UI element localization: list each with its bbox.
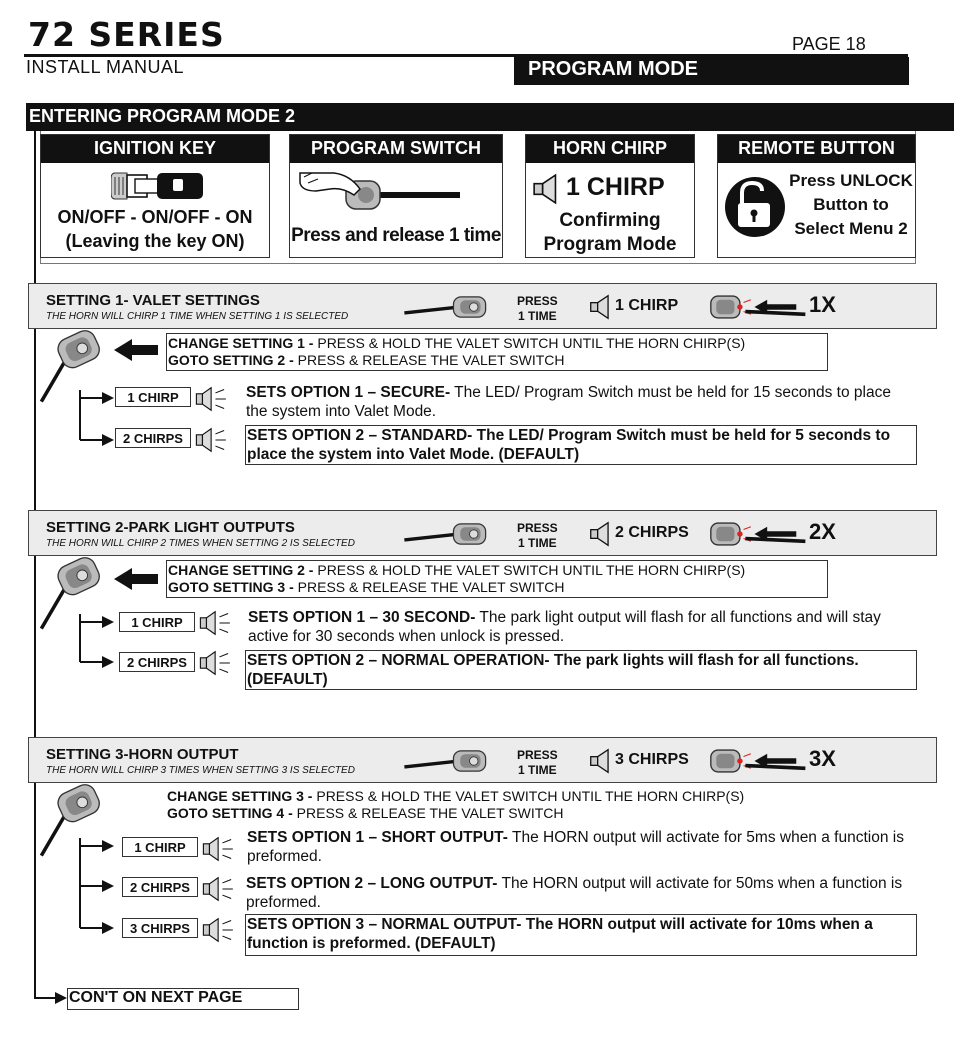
valet-switch-icon [401, 292, 511, 322]
section-title-bar: PROGRAM MODE [514, 57, 909, 85]
remote-instruction-line3: Select Menu 2 [794, 219, 908, 238]
press-count-label: 1 TIME [518, 309, 557, 323]
horn-speaker-icon [589, 746, 615, 776]
setting-1-note: THE HORN WILL CHIRP 1 TIME WHEN SETTING 1 IS SELECTED [46, 311, 349, 322]
manual-series-title: 72 SERIES [28, 15, 225, 54]
valet-switch-icon [401, 746, 511, 776]
speaker-sound-icon [201, 917, 237, 943]
setting-1-change-box [166, 333, 828, 371]
setting-2-option-2-chirps: 2 CHIRPS [119, 652, 195, 672]
setting-3-option-1-text: SETS OPTION 1 – SHORT OUTPUT- The HORN output will activate for 5ms when a function is preformed. [247, 829, 904, 865]
ignition-key-note: (Leaving the key ON) [65, 231, 245, 251]
setting-3-option-2-text: SETS OPTION 2 – LONG OUTPUT- The HORN output will activate for 50ms when a function is preformed. [246, 875, 903, 911]
valet-switch-led-icon [709, 292, 809, 322]
setting-1-option-2-text: SETS OPTION 2 – STANDARD- The LED/ Program Switch must be held for 5 seconds to place the system into Valet Mode. (DEFAULT) [245, 425, 917, 465]
setting-3-header [28, 737, 937, 783]
branch-arrows-icon [78, 390, 118, 450]
change-setting-label: CHANGE SETTING 3 - [167, 788, 317, 804]
setting-3-note: THE HORN WILL CHIRP 3 TIMES WHEN SETTING 3 IS SELECTED [46, 765, 355, 776]
remote-instruction-line1: Press UNLOCK [789, 171, 913, 190]
setting-2-option-1-text: SETS OPTION 1 – 30 SECOND- The park light output will flash for all functions and will stay active for 30 seconds when unlock is pressed. [248, 609, 881, 645]
branch-arrows-icon [78, 838, 118, 938]
setting-1-header [28, 283, 937, 329]
program-switch-card [289, 134, 503, 258]
goto-setting-label: GOTO SETTING 3 - [168, 579, 298, 595]
setting-1-chirp-count: 1 CHIRP [615, 297, 679, 314]
setting-3-chirp-count: 3 CHIRPS [615, 751, 689, 768]
setting-1-option-1-text: SETS OPTION 1 – SECURE- The LED/ Program Switch must be held for 15 seconds to place the system into Valet Mode. [246, 384, 891, 420]
hand-pressing-switch-icon [294, 167, 466, 217]
setting-2-option-2-text: SETS OPTION 2 – NORMAL OPERATION- The park lights will flash for all functions. (DEFAULT) [245, 650, 917, 690]
press-label: PRESS [517, 294, 558, 308]
change-setting-label: CHANGE SETTING 1 - [168, 335, 318, 351]
press-label: PRESS [517, 521, 558, 535]
continue-next-page-label: CON'T ON NEXT PAGE [67, 988, 299, 1010]
horn-speaker-icon [589, 519, 615, 549]
speaker-sound-icon [194, 386, 230, 412]
horn-chirp-count: 1 CHIRP [566, 173, 665, 201]
change-setting-label: CHANGE SETTING 2 - [168, 562, 318, 578]
horn-chirp-card [525, 134, 695, 258]
subsection-title-bar: ENTERING PROGRAM MODE 2 [26, 103, 954, 131]
goto-setting-instruction: PRESS & RELEASE THE VALET SWITCH [296, 805, 564, 821]
valet-switch-led-icon [709, 746, 809, 776]
change-setting-instruction: PRESS & HOLD THE VALET SWITCH UNTIL THE HORN CHIRP(S) [317, 335, 746, 351]
horn-chirp-caption-line1: Confirming [559, 210, 661, 231]
manual-subtitle: INSTALL MANUAL [26, 57, 185, 77]
remote-button-card-title: REMOTE BUTTON [718, 135, 915, 163]
speaker-sound-icon [194, 427, 230, 453]
valet-switch-icon [401, 519, 511, 549]
setting-2-option-1-chirps: 1 CHIRP [119, 612, 195, 632]
speaker-sound-icon [198, 610, 234, 636]
horn-speaker-icon [532, 169, 564, 209]
setting-3-multiplier: 3X [809, 746, 836, 771]
branch-arrows-icon [78, 614, 118, 674]
program-switch-instruction: Press and release 1 time [291, 225, 501, 246]
press-label: PRESS [517, 748, 558, 762]
horn-speaker-icon [589, 292, 615, 322]
ignition-key-sequence: ON/OFF - ON/OFF - ON [57, 207, 253, 227]
page-number: PAGE 18 [792, 34, 866, 54]
remote-instruction-line2: Button to [813, 195, 889, 214]
unlock-icon [724, 173, 786, 241]
left-arrow-icon [112, 337, 160, 363]
setting-3-option-2-chirps: 2 CHIRPS [122, 877, 198, 897]
goto-setting-instruction: PRESS & RELEASE THE VALET SWITCH [297, 352, 565, 368]
ignition-key-icon [111, 169, 207, 203]
setting-1-option-2-chirps: 2 CHIRPS [115, 428, 191, 448]
press-count-label: 1 TIME [518, 763, 557, 777]
remote-button-card [717, 134, 916, 258]
press-count-label: 1 TIME [518, 536, 557, 550]
setting-3-option-3-chirps: 3 CHIRPS [122, 918, 198, 938]
continue-arrow-icon [33, 988, 69, 1008]
goto-setting-label: GOTO SETTING 4 - [167, 805, 297, 821]
setting-3-change-box [166, 787, 828, 825]
change-setting-instruction: PRESS & HOLD THE VALET SWITCH UNTIL THE HORN CHIRP(S) [317, 562, 746, 578]
ignition-key-card [40, 134, 270, 258]
program-switch-card-title: PROGRAM SWITCH [290, 135, 502, 163]
setting-1-option-1-chirps: 1 CHIRP [115, 387, 191, 407]
change-setting-instruction: PRESS & HOLD THE VALET SWITCH UNTIL THE HORN CHIRP(S) [316, 788, 745, 804]
setting-1-multiplier: 1X [809, 292, 836, 317]
setting-3-option-1-chirps: 1 CHIRP [122, 837, 198, 857]
setting-2-change-box [166, 560, 828, 598]
horn-chirp-caption-line2: Program Mode [543, 234, 677, 255]
goto-setting-instruction: PRESS & RELEASE THE VALET SWITCH [297, 579, 565, 595]
goto-setting-label: GOTO SETTING 2 - [168, 352, 298, 368]
ignition-key-card-title: IGNITION KEY [41, 135, 269, 163]
horn-chirp-card-title: HORN CHIRP [526, 135, 694, 163]
setting-3-option-3-text: SETS OPTION 3 – NORMAL OUTPUT- The HORN output will activate for 10ms when a function is preformed. (DEFAULT) [245, 914, 917, 956]
setting-2-multiplier: 2X [809, 519, 836, 544]
left-arrow-icon [112, 566, 160, 592]
setting-2-chirp-count: 2 CHIRPS [615, 524, 689, 541]
speaker-sound-icon [201, 876, 237, 902]
setting-2-title: SETTING 2-PARK LIGHT OUTPUTS [46, 519, 295, 536]
speaker-sound-icon [198, 650, 234, 676]
valet-switch-led-icon [709, 519, 809, 549]
setting-1-title: SETTING 1- VALET SETTINGS [46, 292, 260, 309]
setting-2-note: THE HORN WILL CHIRP 2 TIMES WHEN SETTING 2 IS SELECTED [46, 538, 355, 549]
setting-3-title: SETTING 3-HORN OUTPUT [46, 746, 239, 763]
speaker-sound-icon [201, 836, 237, 862]
setting-2-header [28, 510, 937, 556]
